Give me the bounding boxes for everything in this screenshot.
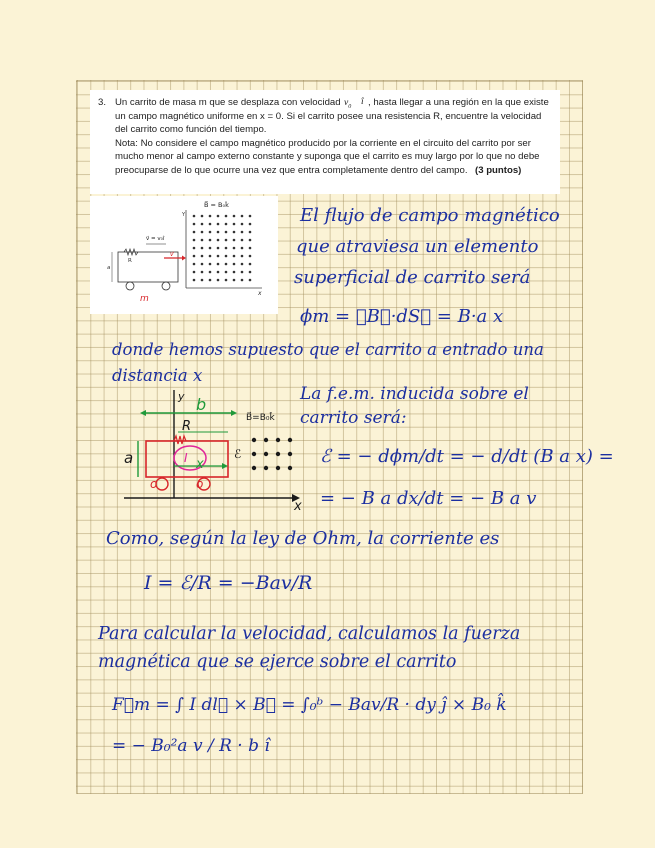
field-dot: [209, 255, 212, 258]
field-dot: [193, 247, 196, 250]
field-dot: [201, 255, 204, 258]
hw-line-6: La f.e.m. inducida sobre el: [300, 384, 529, 404]
problem-statement: [90, 90, 560, 194]
field-dot: [217, 247, 220, 250]
hw-line-2: que atraviesa un elemento: [296, 236, 539, 257]
velocity-label: v⃗ = v₀î: [146, 236, 165, 242]
sketch-b-arrow-right: [231, 410, 237, 416]
field-dot: [217, 279, 220, 282]
hw-eq-current: I = ℰ/R = −Bav/R: [144, 572, 313, 594]
field-dot: [209, 247, 212, 250]
field-dot: [201, 215, 204, 218]
field-dot: [193, 239, 196, 242]
hw-line-8: Como, según la ley de Ohm, la corriente es: [106, 528, 500, 549]
field-dot: [201, 271, 204, 274]
cart-wheel-left: [126, 282, 134, 290]
field-dot: [233, 239, 236, 242]
hw-line-10: magnética que se ejerce sobre el carrito: [98, 652, 457, 672]
sketch-resistor: [174, 436, 186, 444]
hw-line-7: carrito será:: [300, 408, 407, 428]
sketch-i-label: I: [184, 451, 188, 465]
hw-eq-emf-2: = − B a dx/dt = − B a v: [320, 488, 537, 509]
hw-line-9: Para calcular la velocidad, calculamos la fuerza: [98, 624, 521, 644]
field-dots: [193, 215, 252, 282]
problem-line-1a: Un carrito de masa m que se desplaza con velocidad: [115, 97, 341, 108]
field-dot: [233, 223, 236, 226]
field-dot: [241, 255, 244, 258]
sketch-field-dot: [252, 438, 256, 442]
field-dot: [193, 271, 196, 274]
sketch-x-arrowhead-green: [222, 463, 228, 469]
sketch-x-axis-label: x: [294, 499, 302, 510]
sketch-field-dot: [264, 452, 268, 456]
field-dot: [217, 215, 220, 218]
sketch-b-arrow-left: [140, 410, 146, 416]
field-dot: [225, 239, 228, 242]
sketch-field-dot: [252, 452, 256, 456]
field-dot: [241, 247, 244, 250]
sketch-b-field-label: B⃗=B₀k̂: [246, 413, 275, 423]
field-dot: [241, 231, 244, 234]
sketch-a-label: a: [124, 449, 134, 467]
field-dot: [249, 231, 252, 234]
field-dot: [249, 215, 252, 218]
problem-points: (3 puntos): [475, 165, 522, 176]
hw-eq-emf: ℰ = − dϕm/dt = − d/dt (B a x) =: [320, 446, 614, 467]
field-dot: [209, 239, 212, 242]
field-dot: [241, 239, 244, 242]
hw-eq-force: F⃗m = ∫ I dl⃗ × B⃗ = ∫₀ᵇ − Bav/R · dy ĵ × B₀ k̂: [112, 695, 507, 715]
sketch-r-label: R: [182, 419, 192, 434]
field-dot: [225, 279, 228, 282]
field-dot: [217, 255, 220, 258]
field-dot: [217, 223, 220, 226]
field-dot: [241, 223, 244, 226]
field-dot: [249, 247, 252, 250]
sketch-wheel-left: [156, 478, 168, 490]
field-dot: [249, 255, 252, 258]
field-dot: [193, 231, 196, 234]
field-dot: [225, 223, 228, 226]
field-dot: [233, 263, 236, 266]
field-dot: [201, 239, 204, 242]
field-dot: [249, 263, 252, 266]
field-dot: [193, 215, 196, 218]
figure-diagram: [90, 196, 278, 314]
red-m-mark: m: [140, 294, 149, 304]
field-dot: [225, 255, 228, 258]
i-hat-symbol: î: [361, 96, 364, 107]
sketch-field-dots: [252, 438, 292, 470]
field-dot: [241, 263, 244, 266]
field-dot: [201, 231, 204, 234]
field-dot: [193, 263, 196, 266]
field-dot: [241, 215, 244, 218]
problem-line-2: un campo magnético uniforme en x = 0. Si el carrito posee una resistencia R, encuentre la velocidad: [115, 111, 542, 122]
field-dot: [209, 223, 212, 226]
sketch-field-dot: [264, 466, 268, 470]
sketch-emf-label: ℰ: [234, 447, 242, 461]
resistor-label: R: [128, 258, 132, 264]
hand-sketch: [116, 386, 306, 510]
problem-number: 3.: [98, 97, 107, 108]
v0-symbol: $v_0$: [344, 97, 352, 110]
field-dot: [241, 271, 244, 274]
field-dot: [249, 279, 252, 282]
problem-line-4: Nota: No considere el campo magnético producido por la corriente en el circuito del carrito por ser: [115, 138, 531, 149]
field-dot: [233, 271, 236, 274]
sketch-x-label: x: [196, 457, 204, 472]
field-dot: [193, 255, 196, 258]
field-dot: [225, 215, 228, 218]
sketch-field-dot: [288, 452, 292, 456]
hw-line-3: superficial de carrito será: [294, 267, 531, 288]
sketch-b-label: b: [196, 395, 207, 414]
field-dot: [249, 239, 252, 242]
field-dot: [233, 247, 236, 250]
field-dot: [201, 247, 204, 250]
problem-line-5: mucho menor al campo externo constante y suponga que el carrito es muy largo por lo que no debe: [115, 151, 540, 162]
problem-line-3: del carrito como función del tiempo.: [115, 124, 267, 135]
field-dot: [217, 263, 220, 266]
field-dot: [201, 279, 204, 282]
field-dot: [209, 231, 212, 234]
problem-line-1b: , hasta llegar a una región en la que existe: [368, 97, 549, 108]
sketch-field-dot: [264, 438, 268, 442]
hw-line-1: El flujo de campo magnético: [300, 205, 560, 226]
sketch-field-dot: [276, 452, 280, 456]
hw-eq-flux: ϕm = ∮B⃗·dS⃗ = B·a x: [300, 306, 504, 327]
field-dot: [193, 223, 196, 226]
hw-eq-force-result: = − B₀²a v / R · b î: [112, 736, 270, 756]
sketch-field-dot: [288, 466, 292, 470]
field-dot: [201, 263, 204, 266]
red-arrowhead: [182, 256, 186, 261]
field-dot: [225, 263, 228, 266]
field-dot: [217, 271, 220, 274]
field-dot: [201, 223, 204, 226]
hw-line-4: donde hemos supuesto que el carrito a entrado una: [112, 340, 544, 359]
sketch-o-right: o: [196, 477, 204, 491]
field-dot: [241, 279, 244, 282]
field-dot: [233, 279, 236, 282]
hw-line-5: distancia x: [112, 366, 203, 385]
field-dot: [225, 247, 228, 250]
problem-line-6: preocuparse de lo que ocurre una vez que entra completamente dentro del campo.: [115, 165, 468, 176]
field-dot: [217, 231, 220, 234]
field-dot: [249, 271, 252, 274]
field-dot: [193, 279, 196, 282]
problem-figure: [90, 196, 278, 314]
field-dot: [209, 279, 212, 282]
field-label: B⃗ = B₀k̂: [204, 201, 229, 209]
sketch-field-dot: [276, 438, 280, 442]
field-dot: [209, 263, 212, 266]
field-dot: [209, 215, 212, 218]
sketch-field-dot: [276, 466, 280, 470]
field-dot: [233, 215, 236, 218]
field-dot: [209, 271, 212, 274]
red-v-mark: v⃗: [170, 251, 174, 258]
field-dot: [225, 231, 228, 234]
field-dot: [217, 239, 220, 242]
sketch-o-left: o: [150, 477, 158, 491]
cart-circuit: [118, 252, 178, 282]
height-label: a: [107, 265, 111, 271]
sketch-field-dot: [252, 466, 256, 470]
cart-wheel-right: [162, 282, 170, 290]
sketch-y-label: y: [178, 390, 185, 403]
field-dot: [233, 231, 236, 234]
sketch-field-dot: [288, 438, 292, 442]
x-axis-label: x: [258, 290, 262, 297]
y-axis-label: Y: [182, 212, 186, 218]
field-dot: [225, 271, 228, 274]
field-dot: [233, 255, 236, 258]
field-dot: [249, 223, 252, 226]
